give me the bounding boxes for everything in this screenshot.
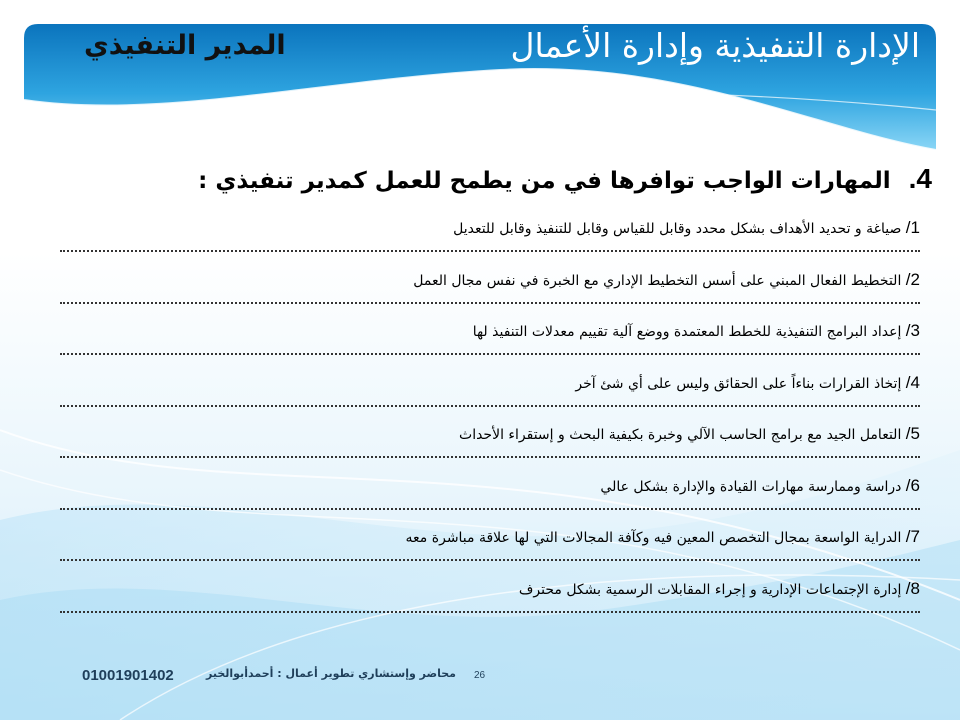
dotted-line xyxy=(60,300,920,304)
slide-title: الإدارة التنفيذية وإدارة الأعمال xyxy=(510,26,920,65)
list-item xyxy=(60,321,920,373)
item-number: 2/ xyxy=(905,269,920,289)
dotted-line xyxy=(60,454,920,458)
list-item xyxy=(60,476,920,528)
dotted-line xyxy=(60,506,920,510)
item-number: 8/ xyxy=(905,578,920,598)
item-number: 6/ xyxy=(905,475,920,495)
item-text: إدارة الإجتماعات الإدارية و إجراء المقابلات الرسمية بشكل محترف xyxy=(518,581,902,598)
dotted-line xyxy=(60,609,920,613)
item-number: 7/ xyxy=(905,527,920,546)
list-item xyxy=(60,424,920,476)
footer-phone: 01001901402 xyxy=(82,667,174,684)
item-text: التخطيط الفعال المبني على أسس التخطيط الإداري مع الخبرة في نفس مجال العمل xyxy=(413,272,902,289)
item-number: 3/ xyxy=(905,321,920,340)
item-text: دراسة وممارسة مهارات القيادة والإدارة بشكل عالي xyxy=(600,478,902,495)
item-text: الدراية الواسعة بمجال التخصص المعين فيه وكآفة المجالات التي لها علاقة مباشرة معه xyxy=(405,530,902,546)
list-item xyxy=(60,270,920,322)
item-text: إتخاذ القرارات بناءاً على الحقائق وليس على أي شئ آخر xyxy=(575,375,902,392)
slide-subtitle: المدير التنفيذي xyxy=(84,30,286,61)
list-item xyxy=(60,527,920,579)
list-item xyxy=(60,579,920,631)
dotted-line xyxy=(60,248,920,252)
dotted-line xyxy=(60,351,920,355)
dotted-line xyxy=(60,557,920,561)
footer-author: محاضر وإستشاري تطوير أعمال : أحمدأبوالخير xyxy=(206,667,456,680)
skills-list xyxy=(60,218,920,630)
page-number: 26 xyxy=(474,670,486,681)
dotted-line xyxy=(60,403,920,407)
section-heading xyxy=(198,163,932,195)
item-number: 4/ xyxy=(905,372,920,392)
section-number: 4. xyxy=(908,163,932,194)
item-number: 1/ xyxy=(905,218,920,237)
item-text: التعامل الجيد مع برامج الحاسب الآلي وخبرة بكيفية البحث و إستقراء الأحداث xyxy=(459,427,902,443)
list-item xyxy=(60,373,920,425)
item-text: إعداد البرامج التنفيذية للخطط المعتمدة ووضع آلية تقييم معدلات التنفيذ لها xyxy=(472,324,902,340)
item-number: 5/ xyxy=(905,424,920,443)
list-item xyxy=(60,218,920,270)
item-text: صياغة و تحديد الأهداف بشكل محدد وقابل للقياس وقابل للتنفيذ وقابل للتعديل xyxy=(453,221,902,237)
section-heading-text: المهارات الواجب توافرها في من يطمح للعمل كمدير تنفيذي : xyxy=(198,168,891,194)
